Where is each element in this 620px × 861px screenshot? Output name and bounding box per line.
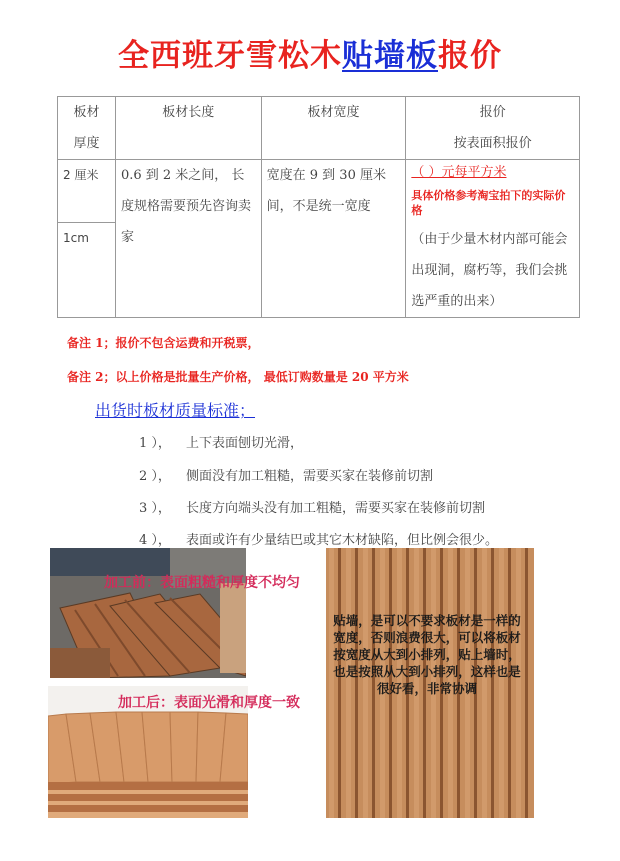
caption-after-processing: 加工后：表面光滑和厚度一致 xyxy=(118,695,300,711)
header-thickness-line2: 厚度 xyxy=(73,136,100,151)
header-width: 板材宽度 xyxy=(261,97,406,160)
standard-item-text: 表面或许有少量结巴或其它木材缺陷，但比例会很少。 xyxy=(186,533,499,548)
table-header-row xyxy=(58,97,580,160)
standard-item-number: 3 ）， xyxy=(139,501,171,516)
wall-panel-description: 贴墙，是可以不要求板材是一样的宽度，否则浪费很大，可以将板材按宽度从大到小排列，贴上墙时，也是按照从大到小排列，这样也是很好看，非常协调 xyxy=(333,613,521,696)
cell-price xyxy=(406,160,580,318)
title-part-1: 全西班牙雪松木 xyxy=(118,38,342,74)
note-1: 备注 1；报价不包含运费和开税票， xyxy=(67,336,260,350)
standard-item-text: 上下表面刨切光滑， xyxy=(186,436,304,451)
standard-item-text: 侧面没有加工粗糙，需要买家在装修前切割 xyxy=(186,469,434,484)
standard-item xyxy=(139,432,303,451)
title-part-3: 报价 xyxy=(438,38,502,74)
standard-item-number: 4 ）， xyxy=(139,533,171,548)
cell-width: 宽度在 9 到 30 厘米间，不是统一宽度 xyxy=(261,160,406,318)
page-title xyxy=(0,30,620,75)
standard-item xyxy=(139,497,485,516)
note-2: 备注 2；以上价格是批量生产价格， 最低订购数量是 20 平方米 xyxy=(67,370,409,384)
standard-item-number: 2 ）， xyxy=(139,469,171,484)
photo-before-processing xyxy=(50,548,246,678)
standard-item xyxy=(139,465,433,484)
header-length: 板材长度 xyxy=(115,97,261,160)
caption-before-processing: 加工前：表面粗糙和厚度不均匀 xyxy=(104,575,300,591)
price-per-sqm: （ ）元每平方米 xyxy=(411,165,507,180)
header-thickness-line1: 板材 xyxy=(73,105,100,120)
standard-item-text: 长度方向端头没有加工粗糙，需要买家在装修前切割 xyxy=(186,501,486,516)
thickness-value: 2 厘米 xyxy=(63,168,99,182)
cell-thickness-1cm xyxy=(58,223,116,318)
header-price xyxy=(406,97,580,160)
price-note: （由于少量木材内部可能会出现洞，腐朽等，我们会挑选严重的出来） xyxy=(411,232,568,309)
quality-standard-title: 出货时板材质量标准； xyxy=(95,401,256,420)
title-part-2: 贴墙板 xyxy=(342,38,438,74)
table-row xyxy=(58,160,580,223)
header-price-line1: 报价 xyxy=(479,105,506,120)
cell-length: 0.6 到 2 米之间， 长度规格需要预先咨询卖家 xyxy=(115,160,261,318)
cell-thickness-2cm xyxy=(58,160,116,223)
standard-item-number: 1 ）， xyxy=(139,436,171,451)
price-reference: 具体价格参考淘宝拍下的实际价格 xyxy=(411,189,566,217)
header-price-line2: 按表面积报价 xyxy=(453,136,532,151)
standard-item xyxy=(139,529,498,548)
price-table xyxy=(57,96,580,318)
header-thickness xyxy=(58,97,116,160)
thickness-value: 1cm xyxy=(63,231,89,245)
